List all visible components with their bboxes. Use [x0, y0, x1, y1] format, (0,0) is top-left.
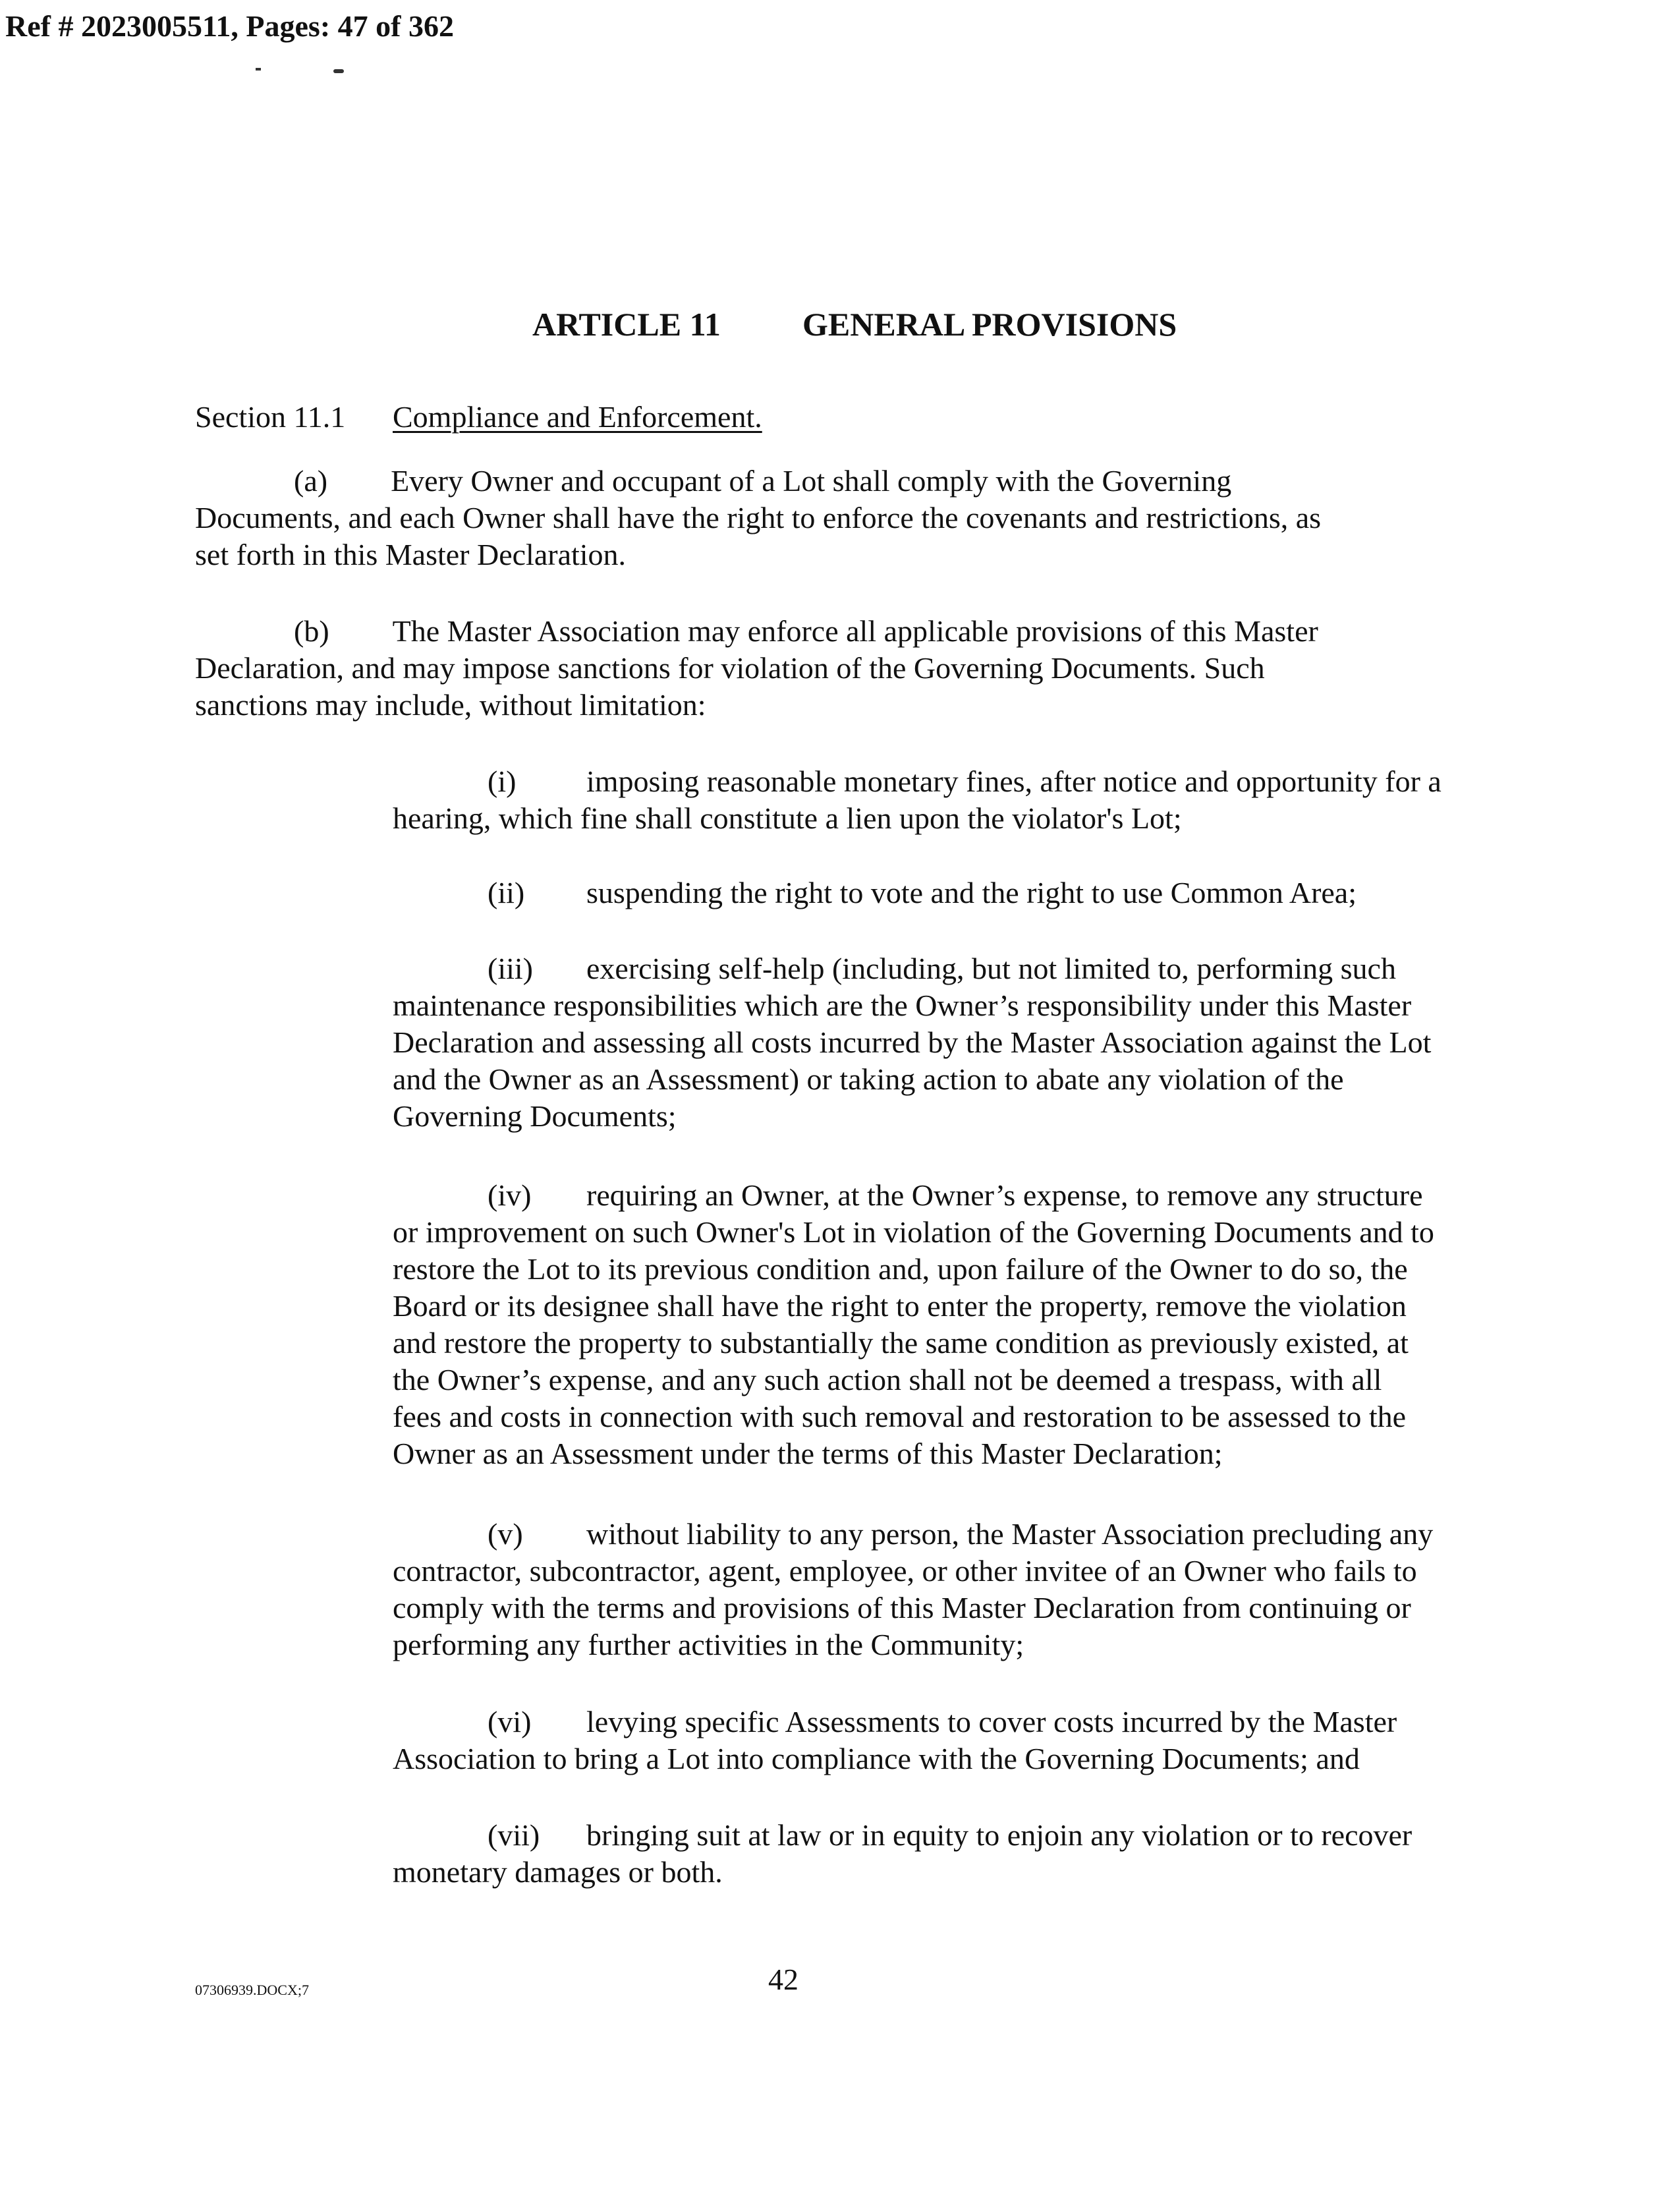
- subparagraph-v: [393, 1516, 1526, 1663]
- article-title: GENERAL PROVISIONS: [802, 306, 1177, 343]
- paragraph-line: performing any further activities in the Community;: [393, 1628, 1024, 1661]
- paragraph-line: monetary damages or both.: [393, 1855, 723, 1889]
- paragraph-line: Owner as an Assessment under the terms of this Master Declaration;: [393, 1437, 1223, 1470]
- paragraph-a: [195, 463, 1519, 573]
- paragraph-label: (i): [488, 764, 517, 798]
- paragraph-label: (iv): [488, 1178, 532, 1212]
- paragraph-line: [393, 1516, 1526, 1553]
- paragraph-label: (ii): [488, 876, 525, 909]
- paragraph-label: (vii): [488, 1818, 540, 1852]
- footer-page-number: 42: [768, 1963, 798, 1996]
- article-heading: [0, 304, 1680, 351]
- paragraph-text: The Master Association may enforce all applicable provisions of this Master: [392, 614, 1318, 648]
- paragraph-text: without liability to any person, the Master Association precluding any: [586, 1517, 1434, 1551]
- paragraph-line: [393, 875, 1526, 911]
- paragraph-b: [195, 613, 1519, 724]
- paragraph-text: Every Owner and occupant of a Lot shall comply with the Governing: [391, 464, 1232, 498]
- paragraph-line: sanctions may include, without limitation:: [195, 688, 706, 722]
- paragraph-label: (iii): [488, 952, 533, 985]
- paragraph-text: imposing reasonable monetary fines, after notice and opportunity for a: [586, 764, 1442, 798]
- paragraph-text: suspending the right to vote and the right to use Common Area;: [586, 876, 1357, 909]
- subparagraph-iv: [393, 1177, 1526, 1472]
- paragraph-text: levying specific Assessments to cover costs incurred by the Master: [586, 1705, 1397, 1738]
- paragraph-line: Documents, and each Owner shall have the right to enforce the covenants and restrictions, as: [195, 501, 1322, 534]
- paragraph-line: Declaration, and may impose sanctions for violation of the Governing Documents. Such: [195, 651, 1265, 685]
- paragraph-line: set forth in this Master Declaration.: [195, 538, 627, 571]
- subparagraph-ii: [393, 875, 1526, 911]
- paragraph-line: hearing, which fine shall constitute a lien upon the violator's Lot;: [393, 801, 1182, 835]
- paragraph-line: [393, 1704, 1526, 1740]
- paragraph-line: [393, 950, 1526, 987]
- paragraph-line: Declaration and assessing all costs incurred by the Master Association against the Lot: [393, 1025, 1432, 1059]
- subparagraph-iii: [393, 950, 1526, 1135]
- paragraph-line: or improvement on such Owner's Lot in violation of the Governing Documents and to: [393, 1215, 1434, 1249]
- paragraph-line: [393, 763, 1526, 800]
- reference-stamp: Ref # 2023005511, Pages: 47 of 362: [5, 9, 454, 43]
- paragraph-label: (v): [488, 1517, 523, 1551]
- section-title: Compliance and Enforcement.: [393, 400, 762, 434]
- scan-artifact-mark: [256, 63, 348, 80]
- paragraph-line: Association to bring a Lot into compliance with the Governing Documents; and: [393, 1742, 1360, 1775]
- paragraph-line: contractor, subcontractor, agent, employee, or other invitee of an Owner who fails to: [393, 1554, 1417, 1588]
- paragraph-text: bringing suit at law or in equity to enjoin any violation or to recover: [586, 1818, 1413, 1852]
- paragraph-line: maintenance responsibilities which are the Owner’s responsibility under this Master: [393, 989, 1412, 1022]
- paragraph-line: Governing Documents;: [393, 1099, 677, 1133]
- subparagraph-vii: [393, 1817, 1526, 1891]
- paragraph-label: (a): [294, 464, 328, 498]
- paragraph-line: [393, 1177, 1526, 1214]
- paragraph-line: and the Owner as an Assessment) or taking action to abate any violation of the: [393, 1062, 1344, 1096]
- paragraph-label: (b): [294, 614, 329, 648]
- article-number: ARTICLE 11: [532, 306, 721, 343]
- paragraph-line: the Owner’s expense, and any such action shall not be deemed a trespass, with all: [393, 1363, 1382, 1396]
- paragraph-line: and restore the property to substantially the same condition as previously existed, at: [393, 1326, 1409, 1360]
- paragraph-line: fees and costs in connection with such removal and restoration to be assessed to the: [393, 1400, 1407, 1433]
- paragraph-text: exercising self-help (including, but not limited to, performing such: [586, 952, 1396, 985]
- paragraph-line: Board or its designee shall have the right to enter the property, remove the violation: [393, 1289, 1407, 1323]
- paragraph-text: requiring an Owner, at the Owner’s expense, to remove any structure: [586, 1178, 1423, 1212]
- section-number: Section 11.1: [195, 400, 346, 434]
- subparagraph-vi: [393, 1704, 1526, 1777]
- subparagraph-i: [393, 763, 1526, 837]
- paragraph-line: [294, 463, 1519, 500]
- footer-document-id: 07306939.DOCX;7: [195, 1982, 309, 1998]
- paragraph-line: [393, 1817, 1526, 1854]
- paragraph-line: restore the Lot to its previous condition and, upon failure of the Owner to do so, the: [393, 1252, 1408, 1286]
- paragraph-line: comply with the terms and provisions of this Master Declaration from continuing or: [393, 1591, 1411, 1624]
- paragraph-label: (vi): [488, 1705, 532, 1738]
- paragraph-line: [294, 613, 1519, 650]
